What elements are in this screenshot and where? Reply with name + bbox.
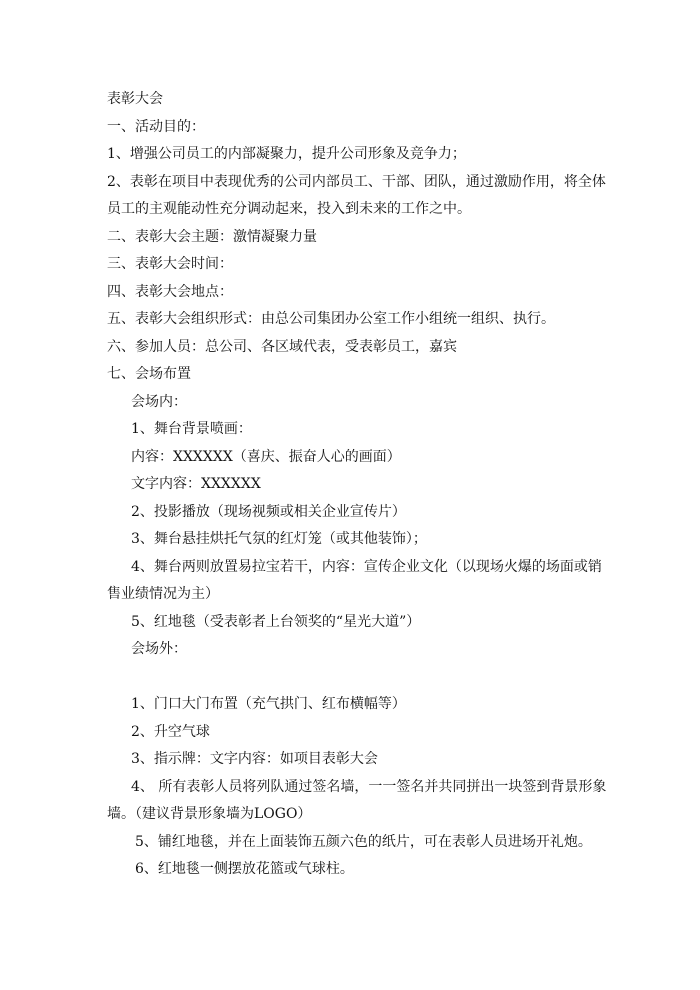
purpose-item-1: 1、增强公司员工的内部凝聚力，提升公司形象及竞争力； <box>107 146 466 162</box>
outside-item-4: 4、 所有表彰人员将列队通过签名墙，一一签名并共同拼出一块签到背景形象墙。（建议背景形象墙为LOGO） <box>107 778 607 822</box>
document-body <box>107 86 607 884</box>
outside-item-5: 5、铺红地毯，并在上面装饰五颜六色的纸片，可在表彰人员进场开礼炮。 <box>135 833 592 850</box>
outside-item-6: 6、红地毯一侧摆放花篮或气球柱。 <box>135 861 354 877</box>
section-location: 四、表彰大会地点： <box>107 283 233 300</box>
outside-item-3: 3、指示牌：文字内容：如项目表彰大会 <box>131 751 378 767</box>
section-venue-heading: 七、会场布置 <box>107 366 191 382</box>
inside-item-1-text: 文字内容：XXXXXX <box>131 476 261 492</box>
inside-item-3: 3、舞台悬挂烘托气氛的红灯笼（或其他装饰）； <box>131 531 427 547</box>
section-theme: 二、表彰大会主题：激情凝聚力量 <box>107 228 317 245</box>
section-organization: 五、表彰大会组织形式：由总公司集团办公室工作小组统一组织、执行。 <box>107 311 555 327</box>
inside-item-1: 1、舞台背景喷画： <box>131 421 252 437</box>
outside-item-2: 2、升空气球 <box>131 723 210 740</box>
section-purpose-heading: 一、活动目的： <box>107 118 205 135</box>
outside-item-1: 1、门口大门布置（充气拱门、红布横幅等） <box>131 696 406 712</box>
inside-item-2: 2、投影播放（现场视频或相关企业宣传片） <box>131 503 406 520</box>
purpose-item-2: 2、表彰在项目中表现优秀的公司内部员工、干部、团队，通过激励作用，将全体员工的主观能动性充分调动起来，投入到未来的工作之中。 <box>107 173 606 217</box>
blank-line <box>107 664 607 692</box>
venue-outside-heading: 会场外： <box>131 641 187 657</box>
inside-item-4: 4、舞台两则放置易拉宝若干，内容：宣传企业文化（以现场火爆的场面或销售业绩情况为主） <box>107 558 602 602</box>
section-time: 三、表彰大会时间： <box>107 256 233 272</box>
venue-inside-heading: 会场内： <box>131 393 187 410</box>
inside-item-5: 5、红地毯（受表彰者上台领奖的“星光大道”） <box>131 613 421 630</box>
section-participants: 六、参加人员：总公司、各区域代表，受表彰员工，嘉宾 <box>107 338 457 355</box>
inside-item-1-content: 内容：XXXXXX（喜庆、振奋人心的画面） <box>131 448 401 465</box>
document-title: 表彰大会 <box>107 91 163 107</box>
